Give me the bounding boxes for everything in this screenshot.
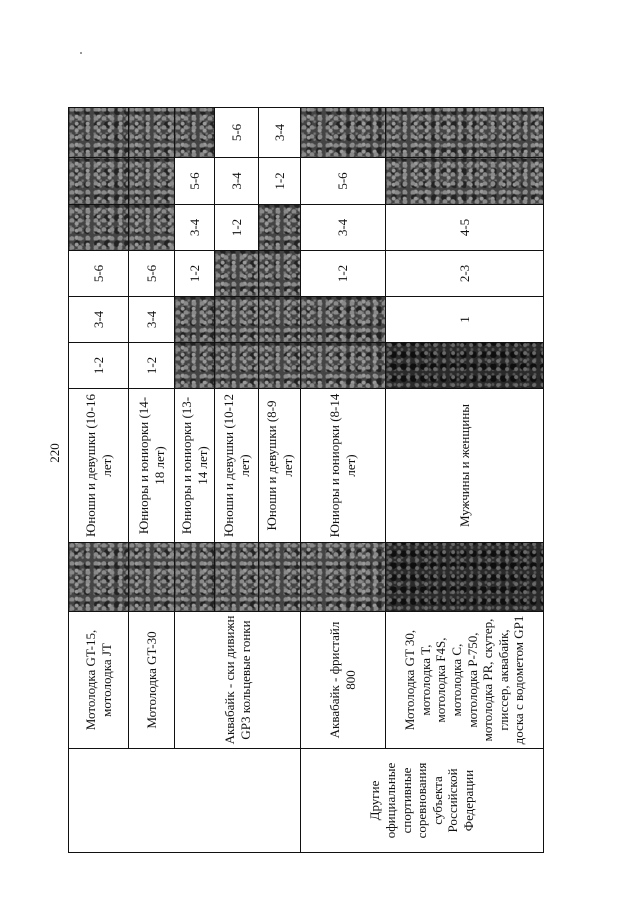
shaded-cell: [301, 297, 386, 343]
table-row: [301, 108, 386, 853]
place-cell: 3-4: [301, 205, 386, 251]
shaded-cell: [129, 158, 175, 205]
shaded-cell: [386, 158, 544, 205]
shaded-cell: [129, 108, 175, 158]
table-row: [69, 108, 129, 853]
shaded-cell: [215, 297, 259, 343]
shaded-cell: [386, 343, 544, 389]
shaded-cell: [129, 205, 175, 251]
category-cell: Другие официальные спортивные соревнования субъекта Российской Федерации: [301, 749, 544, 853]
age-group-cell: Мужчины и женщины: [386, 389, 544, 543]
place-cell: 5-6: [69, 251, 129, 297]
shaded-cell: [386, 543, 544, 612]
shaded-cell: [129, 543, 175, 612]
shaded-cell: [175, 543, 215, 612]
discipline-cell: Аквабайк - ски дивижн GP3 кольцевые гонки: [175, 612, 301, 749]
sports-ranks-table: [68, 107, 544, 853]
rotated-table-wrapper: [68, 108, 543, 853]
discipline-cell: Мотолодка GT-15, мотолодка JT: [69, 612, 129, 749]
shaded-cell: [215, 543, 259, 612]
table-row: [175, 108, 215, 853]
shaded-cell: [301, 543, 386, 612]
place-cell: 3-4: [259, 108, 301, 158]
place-cell: 5-6: [301, 158, 386, 205]
place-cell: 1-2: [129, 343, 175, 389]
place-cell: 3-4: [129, 297, 175, 343]
category-cell-empty: [69, 749, 301, 853]
table-row: [129, 108, 175, 853]
scan-speck: [80, 52, 82, 54]
place-cell: 1: [386, 297, 544, 343]
shaded-cell: [259, 205, 301, 251]
place-cell: 5-6: [129, 251, 175, 297]
place-cell: 5-6: [215, 108, 259, 158]
shaded-cell: [69, 543, 129, 612]
shaded-cell: [69, 108, 129, 158]
shaded-cell: [259, 251, 301, 297]
age-group-cell: Юниоры и юниорки (13-14 лет): [175, 389, 215, 543]
shaded-cell: [301, 343, 386, 389]
place-cell: 3-4: [175, 205, 215, 251]
place-cell: 1-2: [215, 205, 259, 251]
shaded-cell: [69, 158, 129, 205]
age-group-cell: Юноши и девушки (10-16 лет): [69, 389, 129, 543]
shaded-cell: [175, 297, 215, 343]
place-cell: 1-2: [259, 158, 301, 205]
shaded-cell: [175, 343, 215, 389]
age-group-cell: Юниоры и юниорки (14-18 лет): [129, 389, 175, 543]
place-cell: 4-5: [386, 205, 544, 251]
discipline-cell: Мотолодка GT-30: [129, 612, 175, 749]
shaded-cell: [259, 297, 301, 343]
age-group-cell: Юноши и девушки (8-9 лет): [259, 389, 301, 543]
shaded-cell: [175, 108, 215, 158]
place-cell: 5-6: [175, 158, 215, 205]
table-row: [386, 108, 544, 853]
shaded-cell: [386, 108, 544, 158]
shaded-cell: [301, 108, 386, 158]
discipline-cell: Мотолодка GT 30, мотолодка T, мотолодка F4S, мотолодка С, мотолодка Р-750, мотолодка PR, скутер, глиссер, аквабайк, доска с водометом GP1: [386, 612, 544, 749]
shaded-cell: [69, 205, 129, 251]
place-cell: 1-2: [175, 251, 215, 297]
place-cell: 1-2: [301, 251, 386, 297]
age-group-cell: Юниоры и юниорки (8-14 лет): [301, 389, 386, 543]
shaded-cell: [259, 343, 301, 389]
shaded-cell: [259, 543, 301, 612]
discipline-cell: Аквабайк - фристайл 800: [301, 612, 386, 749]
place-cell: 2-3: [386, 251, 544, 297]
page-number: 220: [47, 443, 62, 463]
age-group-cell: Юноши и девушки (10-12 лет): [215, 389, 259, 543]
place-cell: 3-4: [215, 158, 259, 205]
shaded-cell: [215, 251, 259, 297]
place-cell: 3-4: [69, 297, 129, 343]
shaded-cell: [215, 343, 259, 389]
place-cell: 1-2: [69, 343, 129, 389]
